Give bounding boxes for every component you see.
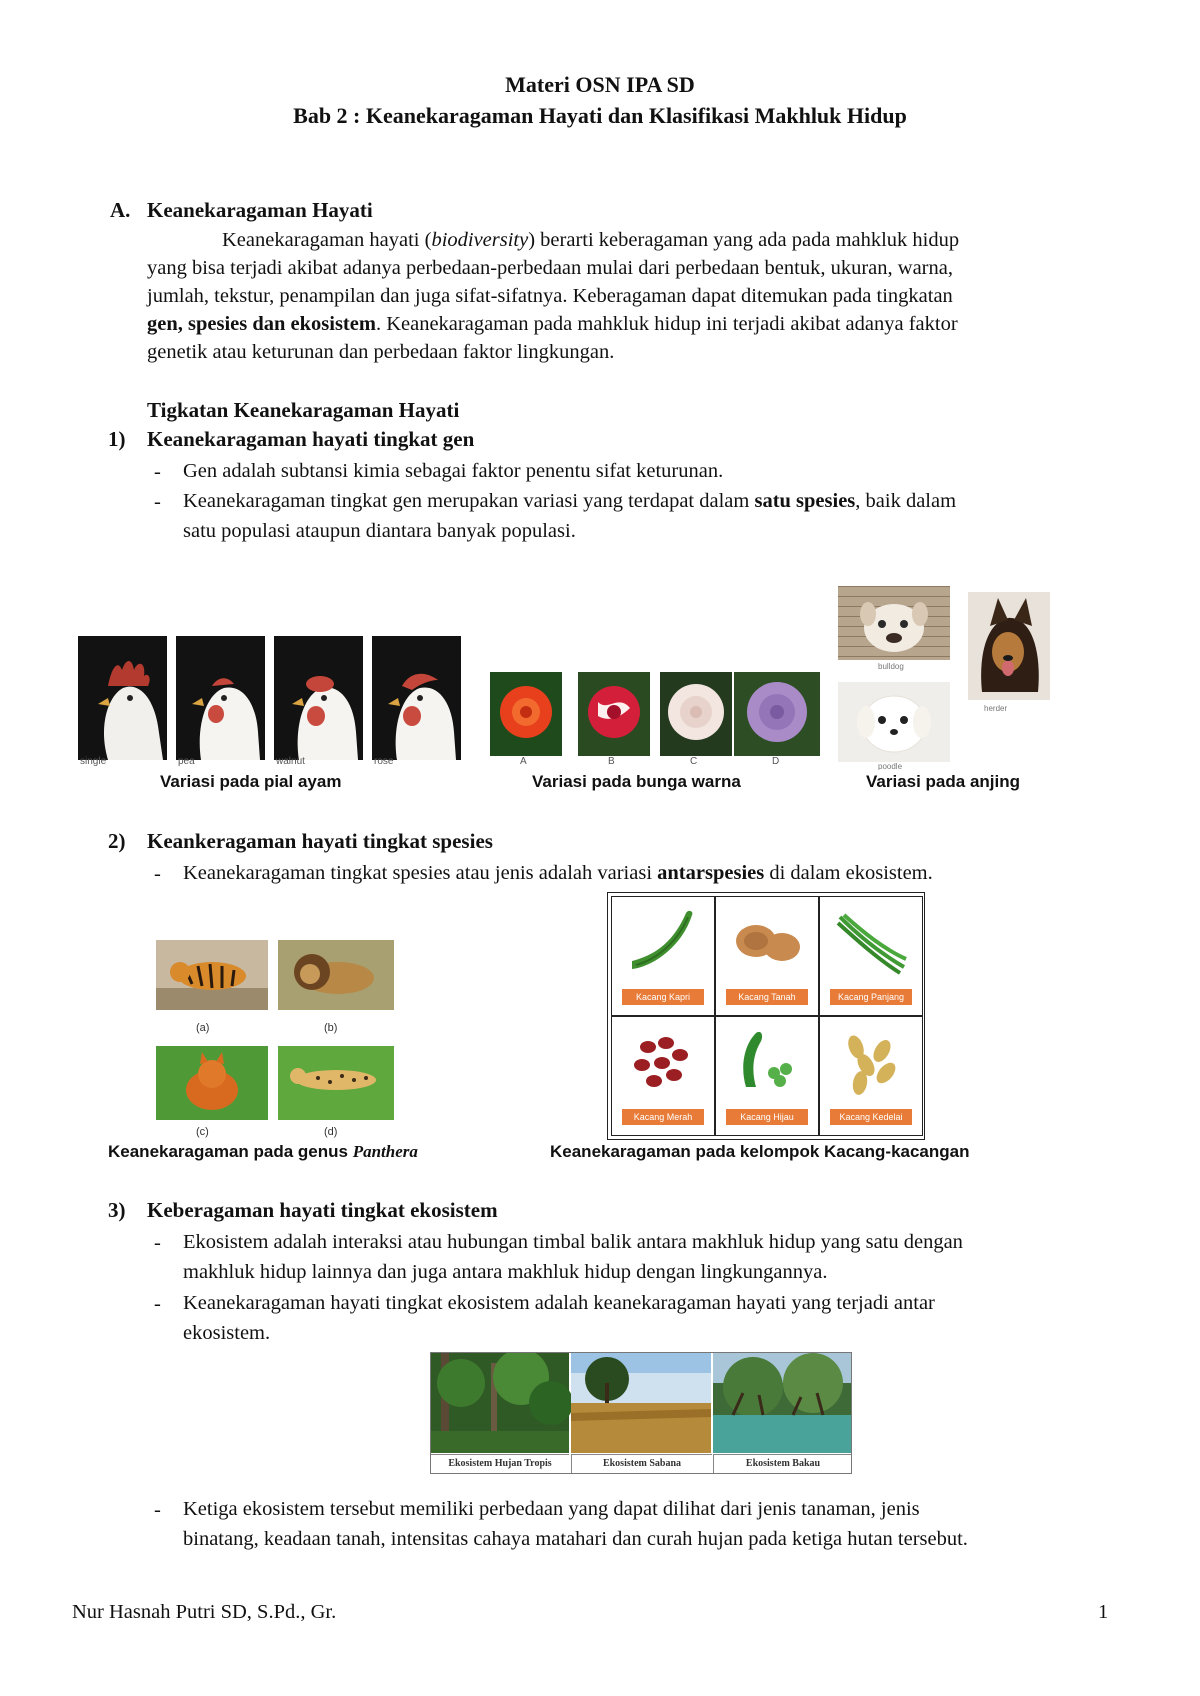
level-3-bullet-continuation: ekosistem. — [183, 1322, 271, 1344]
level-2-bullet: Keanekaragaman tingkat spesies atau jenis adalah variasi antarspesies di dalam ekosistem. — [183, 862, 933, 884]
rose-label: B — [608, 756, 615, 767]
nut-label: Kacang Kedelai — [830, 1109, 912, 1125]
rooster-comb-image — [78, 636, 462, 768]
section-a-marker: A. — [110, 198, 131, 222]
nut-label: Kacang Merah — [622, 1109, 704, 1125]
level-3-bullet-continuation: binatang, keadaan tanah, intensitas cahaya matahari dan curah hujan pada ketiga hutan tersebut. — [183, 1528, 968, 1550]
level-1-bullet-continuation: satu populasi ataupun diantara banyak populasi. — [183, 520, 576, 542]
level-3-bullet: Ekosistem adalah interaksi atau hubungan timbal balik antara makhluk hidup yang satu dengan — [183, 1231, 963, 1253]
ecosystem-figure — [430, 1352, 852, 1474]
level-2-heading: Keankeragaman hayati tingkat spesies — [147, 829, 493, 853]
caption-panthera: Keanekaragaman pada genus Panthera — [108, 1142, 418, 1161]
rose-label: A — [520, 756, 527, 767]
level-3-number: 3) — [108, 1198, 126, 1222]
level-1-heading: Keanekaragaman hayati tingkat gen — [147, 427, 475, 451]
level-1-bullet: Keanekaragaman tingkat gen merupakan variasi yang terdapat dalam satu spesies, baik dalam — [183, 490, 957, 512]
caption-rooster-comb: Variasi pada pial ayam — [160, 772, 342, 791]
panthera-label: (c) — [196, 1126, 209, 1138]
rose-label: C — [690, 756, 698, 767]
nut-label: Kacang Kapri — [622, 989, 704, 1005]
peanut-icon — [716, 897, 818, 987]
nut-label: Kacang Panjang — [830, 989, 912, 1005]
rose-color-image — [490, 672, 820, 756]
level-3-bullet-continuation: makhluk hidup lainnya dan juga antara makhluk hidup dengan lingkungannya. — [183, 1261, 828, 1283]
comb-label: walnut — [276, 756, 305, 767]
level-3-bullet: Keanekaragaman hayati tingkat ekosistem adalah keanekaragaman hayati yang terjadi antar — [183, 1292, 935, 1314]
caption-kacang: Keanekaragaman pada kelompok Kacang-kacangan — [550, 1142, 970, 1161]
comb-label: pea — [178, 756, 195, 767]
page-title: Materi OSN IPA SD — [505, 72, 695, 97]
nut-cell — [819, 896, 923, 1016]
page-subtitle: Bab 2 : Keanekaragaman Hayati dan Klasifikasi Makhluk Hidup — [293, 103, 907, 128]
section-a-paragraph-line: genetik atau keturunan dan perbedaan faktor lingkungan. — [147, 341, 615, 363]
dog-variation-image — [838, 586, 1058, 770]
long-bean-icon — [820, 897, 922, 987]
caption-dog-variation: Variasi pada anjing — [866, 772, 1021, 791]
footer-author: Nur Hasnah Putri SD, S.Pd., Gr. — [72, 1601, 337, 1623]
panthera-image — [148, 930, 402, 1140]
pea-pod-icon — [612, 897, 714, 987]
ecosystem-label: Ekosistem Hujan Tropis — [431, 1454, 569, 1473]
nut-cell — [611, 1016, 715, 1136]
rose-label: D — [772, 756, 780, 767]
bullet-dash: - — [154, 1232, 161, 1254]
dog-label: bulldog — [878, 662, 904, 671]
dog-variation-figure — [838, 586, 1058, 770]
comb-label: rose — [374, 756, 394, 767]
levels-heading: Tigkatan Keanekaragaman Hayati — [147, 398, 460, 422]
panthera-label: (b) — [324, 1022, 338, 1034]
dog-label: herder — [984, 704, 1008, 713]
nut-cell — [715, 1016, 819, 1136]
level-2-number: 2) — [108, 829, 126, 853]
nut-label: Kacang Tanah — [726, 989, 808, 1005]
bullet-dash: - — [154, 863, 161, 885]
panthera-label: (a) — [196, 1022, 210, 1034]
level-3-bullet: Ketiga ekosistem tersebut memiliki perbedaan yang dapat dilihat dari jenis tanaman, jenis — [183, 1498, 920, 1520]
bullet-dash: - — [154, 1499, 161, 1521]
nut-cell — [715, 896, 819, 1016]
section-a-paragraph-line: jumlah, tekstur, penampilan dan juga sifat-sifatnya. Keberagaman dapat ditemukan pada tingkatan — [147, 285, 953, 307]
bullet-dash: - — [154, 491, 161, 513]
page-number: 1 — [1098, 1601, 1109, 1623]
level-1-bullet: Gen adalah subtansi kimia sebagai faktor penentu sifat keturunan. — [183, 460, 724, 482]
caption-rose-color: Variasi pada bunga warna — [532, 772, 741, 791]
rooster-comb-figure — [78, 636, 462, 768]
soybean-icon — [820, 1017, 922, 1107]
red-bean-icon — [612, 1017, 714, 1107]
nuts-grid-figure — [607, 892, 925, 1140]
rose-color-figure — [490, 672, 820, 768]
section-a-paragraph-line: gen, spesies dan ekosistem. Keanekaragaman pada mahkluk hidup ini terjadi akibat adanya faktor — [147, 313, 958, 335]
level-3-heading: Keberagaman hayati tingkat ekosistem — [147, 1198, 498, 1222]
ecosystem-image — [431, 1353, 851, 1453]
panthera-label: (d) — [324, 1126, 338, 1138]
nut-cell — [611, 896, 715, 1016]
mung-bean-icon — [716, 1017, 818, 1107]
dog-label: poodle — [878, 762, 903, 770]
section-a-paragraph-line: Keanekaragaman hayati (biodiversity) berarti keberagaman yang ada pada mahkluk hidup — [222, 229, 960, 251]
bullet-dash: - — [154, 461, 161, 483]
ecosystem-label: Ekosistem Sabana — [571, 1454, 712, 1473]
ecosystem-label: Ekosistem Bakau — [713, 1454, 852, 1473]
nut-cell — [819, 1016, 923, 1136]
section-a-heading: Keanekaragaman Hayati — [147, 198, 373, 222]
section-a-paragraph-line: yang bisa terjadi akibat adanya perbedaan-perbedaan mulai dari perbedaan bentuk, ukuran, warna, — [147, 257, 953, 279]
comb-label: single — [80, 756, 107, 767]
panthera-figure — [148, 930, 402, 1140]
nut-label: Kacang Hijau — [726, 1109, 808, 1125]
level-1-number: 1) — [108, 427, 126, 451]
bullet-dash: - — [154, 1293, 161, 1315]
